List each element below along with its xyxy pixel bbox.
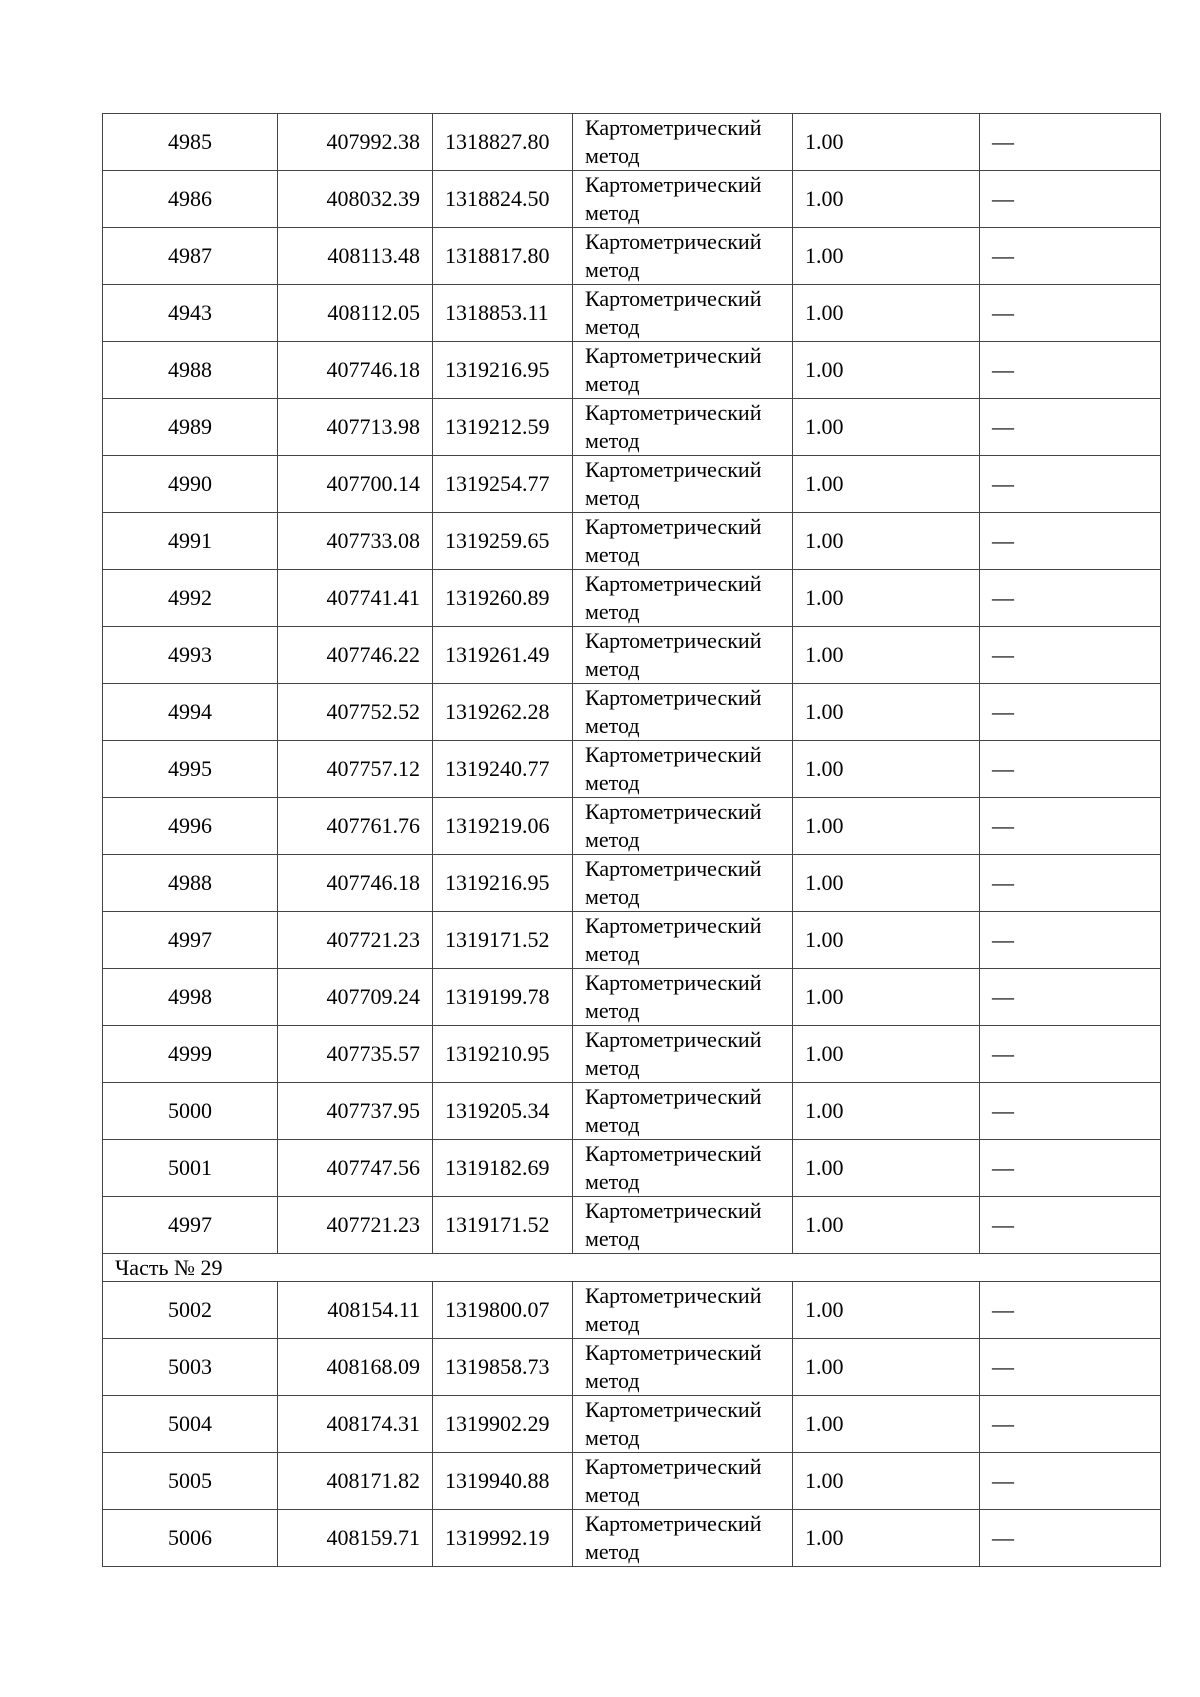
y-coordinate-cell: 1318853.11 <box>433 285 573 342</box>
x-coordinate-cell: 407741.41 <box>278 570 433 627</box>
point-number-cell: 4989 <box>103 399 278 456</box>
precision-cell: 1.00 <box>793 285 980 342</box>
table-row <box>103 1197 1161 1254</box>
description-cell: — <box>980 456 1161 513</box>
y-coordinate-cell: 1319902.29 <box>433 1396 573 1453</box>
y-coordinate-cell: 1319216.95 <box>433 855 573 912</box>
y-coordinate-cell: 1319262.28 <box>433 684 573 741</box>
method-cell <box>573 513 793 570</box>
x-coordinate-cell: 407746.18 <box>278 342 433 399</box>
table-row <box>103 684 1161 741</box>
method-cell <box>573 1339 793 1396</box>
method-line-2: метод <box>585 314 640 339</box>
table-row <box>103 1140 1161 1197</box>
point-number-cell: 4988 <box>103 855 278 912</box>
x-coordinate-cell: 408112.05 <box>278 285 433 342</box>
method-line-1: Картометрический <box>585 172 762 197</box>
method-cell <box>573 627 793 684</box>
y-coordinate-cell: 1319212.59 <box>433 399 573 456</box>
description-cell: — <box>980 912 1161 969</box>
method-cell <box>573 1083 793 1140</box>
table-row <box>103 1282 1161 1339</box>
table-row <box>103 627 1161 684</box>
point-number-cell: 4995 <box>103 741 278 798</box>
method-cell <box>573 969 793 1026</box>
x-coordinate-cell: 408168.09 <box>278 1339 433 1396</box>
method-line-2: метод <box>585 827 640 852</box>
description-cell: — <box>980 741 1161 798</box>
method-line-2: метод <box>585 1539 640 1564</box>
table-row <box>103 171 1161 228</box>
section-label: Часть № 29 <box>103 1254 1161 1282</box>
table-row <box>103 1510 1161 1567</box>
precision-cell: 1.00 <box>793 513 980 570</box>
y-coordinate-cell: 1319259.65 <box>433 513 573 570</box>
method-line-2: метод <box>585 1226 640 1251</box>
method-line-1: Картометрический <box>585 457 762 482</box>
method-line-1: Картометрический <box>585 1397 762 1422</box>
precision-cell: 1.00 <box>793 1453 980 1510</box>
precision-cell: 1.00 <box>793 798 980 855</box>
table-row <box>103 570 1161 627</box>
method-cell <box>573 228 793 285</box>
table-row <box>103 855 1161 912</box>
point-number-cell: 4998 <box>103 969 278 1026</box>
method-line-1: Картометрический <box>585 571 762 596</box>
method-line-2: метод <box>585 143 640 168</box>
precision-cell: 1.00 <box>793 228 980 285</box>
method-cell <box>573 114 793 171</box>
precision-cell: 1.00 <box>793 342 980 399</box>
method-cell <box>573 1140 793 1197</box>
table-row <box>103 1026 1161 1083</box>
description-cell: — <box>980 513 1161 570</box>
y-coordinate-cell: 1319858.73 <box>433 1339 573 1396</box>
method-line-2: метод <box>585 257 640 282</box>
method-cell <box>573 1282 793 1339</box>
description-cell: — <box>980 285 1161 342</box>
table-row <box>103 1083 1161 1140</box>
method-cell <box>573 1396 793 1453</box>
method-cell <box>573 1026 793 1083</box>
x-coordinate-cell: 407746.22 <box>278 627 433 684</box>
method-line-2: метод <box>585 1482 640 1507</box>
description-cell: — <box>980 171 1161 228</box>
method-cell <box>573 1453 793 1510</box>
description-cell: — <box>980 342 1161 399</box>
method-cell <box>573 1197 793 1254</box>
method-cell <box>573 570 793 627</box>
coordinates-table <box>102 113 1161 1567</box>
method-line-2: метод <box>585 656 640 681</box>
y-coordinate-cell: 1319992.19 <box>433 1510 573 1567</box>
table-row <box>103 1339 1161 1396</box>
method-line-2: метод <box>585 200 640 225</box>
point-number-cell: 4985 <box>103 114 278 171</box>
precision-cell: 1.00 <box>793 741 980 798</box>
coordinates-table-body <box>103 114 1161 1567</box>
method-cell <box>573 798 793 855</box>
precision-cell: 1.00 <box>793 114 980 171</box>
table-row <box>103 342 1161 399</box>
precision-cell: 1.00 <box>793 627 980 684</box>
method-line-1: Картометрический <box>585 685 762 710</box>
x-coordinate-cell: 407700.14 <box>278 456 433 513</box>
x-coordinate-cell: 407757.12 <box>278 741 433 798</box>
method-cell <box>573 342 793 399</box>
point-number-cell: 4990 <box>103 456 278 513</box>
point-number-cell: 5006 <box>103 1510 278 1567</box>
method-line-1: Картометрический <box>585 970 762 995</box>
y-coordinate-cell: 1319210.95 <box>433 1026 573 1083</box>
x-coordinate-cell: 408171.82 <box>278 1453 433 1510</box>
y-coordinate-cell: 1319800.07 <box>433 1282 573 1339</box>
precision-cell: 1.00 <box>793 1396 980 1453</box>
x-coordinate-cell: 407733.08 <box>278 513 433 570</box>
x-coordinate-cell: 408032.39 <box>278 171 433 228</box>
precision-cell: 1.00 <box>793 1083 980 1140</box>
point-number-cell: 4987 <box>103 228 278 285</box>
method-line-1: Картометрический <box>585 1454 762 1479</box>
method-line-2: метод <box>585 941 640 966</box>
table-row <box>103 114 1161 171</box>
method-line-2: метод <box>585 371 640 396</box>
method-line-1: Картометрический <box>585 286 762 311</box>
y-coordinate-cell: 1319216.95 <box>433 342 573 399</box>
description-cell: — <box>980 570 1161 627</box>
method-line-1: Картометрический <box>585 1340 762 1365</box>
description-cell: — <box>980 627 1161 684</box>
x-coordinate-cell: 407752.52 <box>278 684 433 741</box>
precision-cell: 1.00 <box>793 570 980 627</box>
method-line-1: Картометрический <box>585 229 762 254</box>
y-coordinate-cell: 1319219.06 <box>433 798 573 855</box>
x-coordinate-cell: 407992.38 <box>278 114 433 171</box>
method-line-2: метод <box>585 884 640 909</box>
method-line-2: метод <box>585 1169 640 1194</box>
method-line-1: Картометрический <box>585 1198 762 1223</box>
method-cell <box>573 741 793 798</box>
description-cell: — <box>980 684 1161 741</box>
y-coordinate-cell: 1319940.88 <box>433 1453 573 1510</box>
description-cell: — <box>980 1140 1161 1197</box>
table-row <box>103 285 1161 342</box>
y-coordinate-cell: 1319260.89 <box>433 570 573 627</box>
method-cell <box>573 1510 793 1567</box>
point-number-cell: 5002 <box>103 1282 278 1339</box>
method-cell <box>573 285 793 342</box>
y-coordinate-cell: 1319240.77 <box>433 741 573 798</box>
description-cell: — <box>980 1453 1161 1510</box>
method-cell <box>573 456 793 513</box>
point-number-cell: 5001 <box>103 1140 278 1197</box>
point-number-cell: 4994 <box>103 684 278 741</box>
method-cell <box>573 855 793 912</box>
precision-cell: 1.00 <box>793 855 980 912</box>
point-number-cell: 5004 <box>103 1396 278 1453</box>
method-line-2: метод <box>585 485 640 510</box>
x-coordinate-cell: 407746.18 <box>278 855 433 912</box>
method-line-2: метод <box>585 1425 640 1450</box>
method-line-2: метод <box>585 1311 640 1336</box>
x-coordinate-cell: 407735.57 <box>278 1026 433 1083</box>
x-coordinate-cell: 407761.76 <box>278 798 433 855</box>
point-number-cell: 4997 <box>103 1197 278 1254</box>
table-row <box>103 741 1161 798</box>
precision-cell: 1.00 <box>793 1510 980 1567</box>
y-coordinate-cell: 1319182.69 <box>433 1140 573 1197</box>
method-line-2: метод <box>585 998 640 1023</box>
y-coordinate-cell: 1319171.52 <box>433 1197 573 1254</box>
y-coordinate-cell: 1318827.80 <box>433 114 573 171</box>
y-coordinate-cell: 1319171.52 <box>433 912 573 969</box>
y-coordinate-cell: 1318824.50 <box>433 171 573 228</box>
description-cell: — <box>980 1510 1161 1567</box>
table-row <box>103 399 1161 456</box>
point-number-cell: 5000 <box>103 1083 278 1140</box>
method-line-2: метод <box>585 428 640 453</box>
method-line-2: метод <box>585 1055 640 1080</box>
precision-cell: 1.00 <box>793 1282 980 1339</box>
point-number-cell: 4993 <box>103 627 278 684</box>
method-line-1: Картометрический <box>585 1511 762 1536</box>
x-coordinate-cell: 407713.98 <box>278 399 433 456</box>
point-number-cell: 5003 <box>103 1339 278 1396</box>
point-number-cell: 4997 <box>103 912 278 969</box>
precision-cell: 1.00 <box>793 399 980 456</box>
section-row <box>103 1254 1161 1282</box>
y-coordinate-cell: 1319205.34 <box>433 1083 573 1140</box>
point-number-cell: 5005 <box>103 1453 278 1510</box>
x-coordinate-cell: 408154.11 <box>278 1282 433 1339</box>
method-line-2: метод <box>585 542 640 567</box>
y-coordinate-cell: 1319199.78 <box>433 969 573 1026</box>
precision-cell: 1.00 <box>793 1026 980 1083</box>
point-number-cell: 4986 <box>103 171 278 228</box>
method-cell <box>573 912 793 969</box>
precision-cell: 1.00 <box>793 912 980 969</box>
description-cell: — <box>980 1396 1161 1453</box>
table-row <box>103 1453 1161 1510</box>
table-row <box>103 513 1161 570</box>
description-cell: — <box>980 1282 1161 1339</box>
description-cell: — <box>980 969 1161 1026</box>
method-line-1: Картометрический <box>585 1027 762 1052</box>
precision-cell: 1.00 <box>793 1339 980 1396</box>
method-cell <box>573 171 793 228</box>
method-line-1: Картометрический <box>585 628 762 653</box>
table-row <box>103 456 1161 513</box>
precision-cell: 1.00 <box>793 456 980 513</box>
precision-cell: 1.00 <box>793 684 980 741</box>
method-line-2: метод <box>585 1112 640 1137</box>
method-line-1: Картометрический <box>585 856 762 881</box>
point-number-cell: 4991 <box>103 513 278 570</box>
x-coordinate-cell: 407737.95 <box>278 1083 433 1140</box>
x-coordinate-cell: 408113.48 <box>278 228 433 285</box>
description-cell: — <box>980 855 1161 912</box>
method-line-2: метод <box>585 1368 640 1393</box>
method-line-1: Картометрический <box>585 514 762 539</box>
table-row <box>103 798 1161 855</box>
method-line-1: Картометрический <box>585 742 762 767</box>
method-line-1: Картометрический <box>585 343 762 368</box>
y-coordinate-cell: 1319254.77 <box>433 456 573 513</box>
x-coordinate-cell: 407721.23 <box>278 912 433 969</box>
method-line-1: Картометрический <box>585 115 762 140</box>
method-line-2: метод <box>585 599 640 624</box>
point-number-cell: 4943 <box>103 285 278 342</box>
method-line-1: Картометрический <box>585 913 762 938</box>
description-cell: — <box>980 1026 1161 1083</box>
precision-cell: 1.00 <box>793 1140 980 1197</box>
table-row <box>103 912 1161 969</box>
method-line-2: метод <box>585 770 640 795</box>
description-cell: — <box>980 1339 1161 1396</box>
description-cell: — <box>980 114 1161 171</box>
point-number-cell: 4996 <box>103 798 278 855</box>
description-cell: — <box>980 1197 1161 1254</box>
method-line-1: Картометрический <box>585 400 762 425</box>
method-cell <box>573 684 793 741</box>
method-line-1: Картометрический <box>585 1283 762 1308</box>
method-line-1: Картометрический <box>585 1084 762 1109</box>
x-coordinate-cell: 408159.71 <box>278 1510 433 1567</box>
precision-cell: 1.00 <box>793 171 980 228</box>
description-cell: — <box>980 228 1161 285</box>
description-cell: — <box>980 1083 1161 1140</box>
x-coordinate-cell: 407721.23 <box>278 1197 433 1254</box>
y-coordinate-cell: 1318817.80 <box>433 228 573 285</box>
table-row <box>103 1396 1161 1453</box>
table-row <box>103 969 1161 1026</box>
point-number-cell: 4992 <box>103 570 278 627</box>
y-coordinate-cell: 1319261.49 <box>433 627 573 684</box>
x-coordinate-cell: 407747.56 <box>278 1140 433 1197</box>
point-number-cell: 4999 <box>103 1026 278 1083</box>
precision-cell: 1.00 <box>793 1197 980 1254</box>
method-line-1: Картометрический <box>585 799 762 824</box>
method-line-2: метод <box>585 713 640 738</box>
table-row <box>103 228 1161 285</box>
method-cell <box>573 399 793 456</box>
precision-cell: 1.00 <box>793 969 980 1026</box>
description-cell: — <box>980 399 1161 456</box>
point-number-cell: 4988 <box>103 342 278 399</box>
description-cell: — <box>980 798 1161 855</box>
method-line-1: Картометрический <box>585 1141 762 1166</box>
x-coordinate-cell: 408174.31 <box>278 1396 433 1453</box>
x-coordinate-cell: 407709.24 <box>278 969 433 1026</box>
